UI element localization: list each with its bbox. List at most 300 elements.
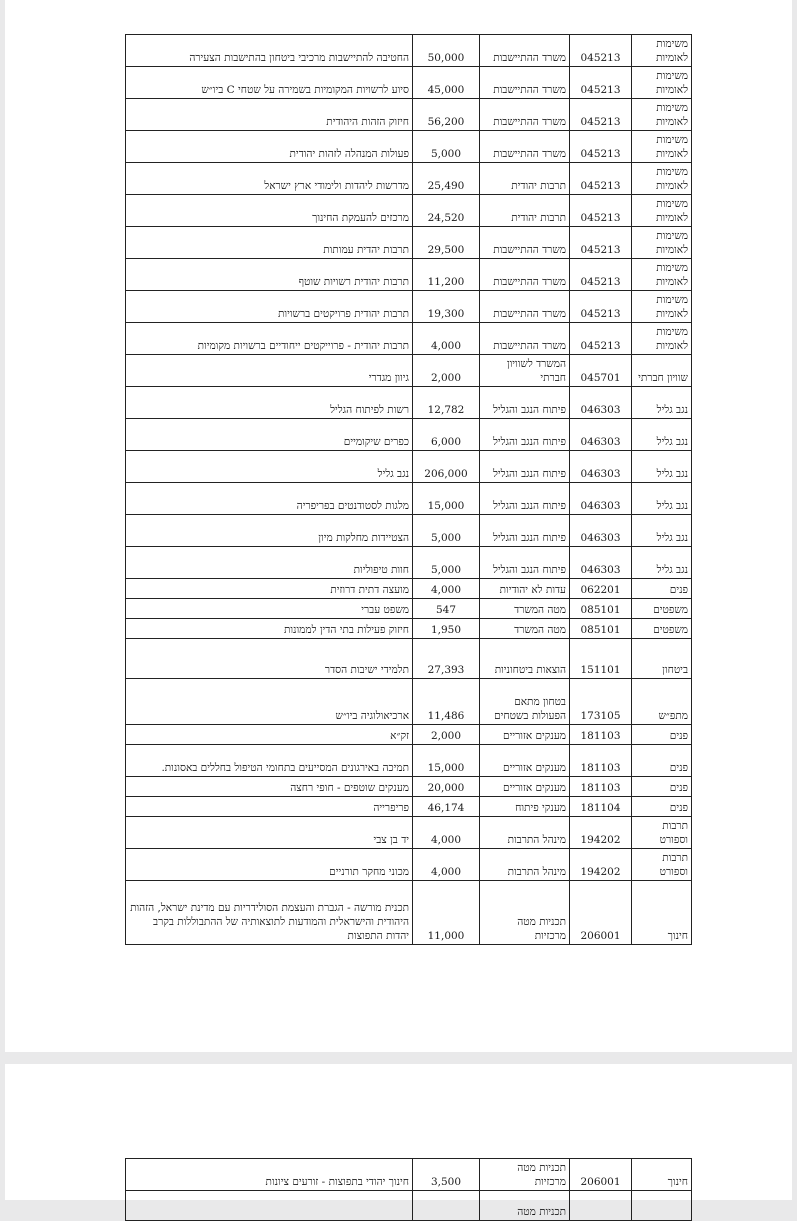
amount-text: 6,000	[430, 436, 462, 448]
budget-code-cell	[570, 817, 632, 849]
budget-code-text: 045213	[580, 212, 621, 224]
program-cell	[632, 515, 692, 547]
program-text: משימות לאומיות	[656, 326, 688, 352]
category-text: תרבות יהודית	[511, 212, 566, 224]
program-cell	[632, 579, 692, 599]
table-row	[126, 131, 692, 163]
category-cell	[480, 881, 570, 945]
description-cell	[126, 99, 413, 131]
program-cell	[632, 639, 692, 679]
description-text: סיוע לרשויות המקומיות בשמירה על שטחי C ביו״ש	[201, 84, 409, 96]
program-cell	[632, 1191, 692, 1221]
amount-cell	[413, 291, 480, 323]
category-cell	[480, 1159, 570, 1191]
budget-code-text: 045213	[580, 180, 621, 192]
description-text: יד בן צבי	[373, 834, 409, 846]
category-cell	[480, 515, 570, 547]
amount-cell	[413, 639, 480, 679]
description-text: מדרשות ליהדות ולימודי ארץ ישראל	[264, 180, 409, 192]
table-row	[126, 67, 692, 99]
table-row	[126, 639, 692, 679]
category-cell	[480, 777, 570, 797]
amount-cell	[413, 259, 480, 291]
budget-code-cell	[570, 1191, 632, 1221]
program-cell	[632, 483, 692, 515]
description-cell	[126, 227, 413, 259]
category-cell	[480, 619, 570, 639]
program-cell	[632, 777, 692, 797]
category-cell	[480, 67, 570, 99]
budget-code-text: 046303	[580, 564, 621, 576]
description-cell	[126, 849, 413, 881]
program-cell	[632, 419, 692, 451]
amount-cell	[413, 163, 480, 195]
category-text: מענקי פיתוח	[515, 802, 566, 814]
category-text: מינהל התרבות	[507, 834, 566, 846]
program-cell	[632, 195, 692, 227]
amount-text: 11,000	[427, 930, 465, 942]
description-text: ארכיאולוגיה ביו״ש	[335, 710, 409, 722]
program-cell	[632, 547, 692, 579]
budget-code-text: 181103	[580, 730, 621, 742]
budget-code-text: 045213	[580, 52, 621, 64]
category-cell	[480, 599, 570, 619]
category-cell	[480, 547, 570, 579]
budget-code-text: 181103	[580, 782, 621, 794]
program-text: ביטחון	[662, 664, 688, 676]
amount-cell	[413, 679, 480, 725]
description-cell	[126, 35, 413, 67]
budget-table-continued	[125, 1158, 692, 1221]
category-text: פיתוח הנגב והגליל	[493, 532, 566, 544]
program-cell	[632, 725, 692, 745]
table-row	[126, 777, 692, 797]
amount-cell	[413, 777, 480, 797]
program-cell	[632, 355, 692, 387]
category-cell	[480, 355, 570, 387]
category-text: פיתוח הנגב והגליל	[493, 404, 566, 416]
category-cell	[480, 259, 570, 291]
budget-code-text: 062201	[580, 584, 621, 596]
category-text: פיתוח הנגב והגליל	[493, 436, 566, 448]
table-row	[126, 99, 692, 131]
budget-code-text: 194202	[580, 866, 621, 878]
amount-cell	[413, 67, 480, 99]
program-text: משפטים	[653, 624, 688, 636]
amount-cell	[413, 355, 480, 387]
description-cell	[126, 547, 413, 579]
description-text: מענקים שוטפים - חופי רחצה	[290, 782, 409, 794]
table-row	[126, 35, 692, 67]
budget-code-cell	[570, 639, 632, 679]
description-text: זק״א	[390, 730, 409, 742]
amount-text: 27,393	[427, 664, 465, 676]
table-row	[126, 163, 692, 195]
program-text: משימות לאומיות	[656, 134, 688, 160]
amount-cell	[413, 599, 480, 619]
description-cell	[126, 67, 413, 99]
description-text: מכוני מחקר תורניים	[329, 866, 409, 878]
description-text: חינוך יהודי בתפוצות - זורעים ציונות	[265, 1176, 409, 1188]
program-text: חינוך	[667, 930, 688, 942]
amount-text: 15,000	[427, 500, 465, 512]
program-text: נגב גליל	[656, 564, 688, 576]
amount-text: 5,000	[430, 564, 462, 576]
amount-cell	[413, 1191, 480, 1221]
category-text: מענקים אזוריים	[503, 762, 566, 774]
program-text: משימות לאומיות	[656, 198, 688, 224]
table-row	[126, 259, 692, 291]
category-text: פיתוח הנגב והגליל	[493, 500, 566, 512]
category-cell	[480, 35, 570, 67]
table-row	[126, 355, 692, 387]
amount-text: 11,200	[427, 276, 465, 288]
category-cell	[480, 163, 570, 195]
budget-code-cell	[570, 131, 632, 163]
category-text: תכניות מטה מרכזיות	[517, 1162, 566, 1188]
program-cell	[632, 99, 692, 131]
program-text: תרבות וספורט	[659, 820, 688, 846]
budget-code-text: 173105	[580, 710, 621, 722]
description-cell	[126, 291, 413, 323]
description-cell	[126, 387, 413, 419]
description-text: כפרים שיקומיים	[343, 436, 409, 448]
table-row	[126, 195, 692, 227]
program-cell	[632, 227, 692, 259]
budget-code-text: 181104	[580, 802, 621, 814]
budget-code-cell	[570, 619, 632, 639]
description-cell	[126, 419, 413, 451]
amount-cell	[413, 483, 480, 515]
amount-cell	[413, 881, 480, 945]
program-text: משימות לאומיות	[656, 230, 688, 256]
budget-code-text: 045213	[580, 116, 621, 128]
amount-text: 206,000	[424, 468, 468, 480]
category-cell	[480, 797, 570, 817]
description-text: משפט עברי	[361, 604, 409, 616]
description-cell	[126, 483, 413, 515]
budget-code-cell	[570, 323, 632, 355]
category-cell	[480, 579, 570, 599]
table-row	[126, 849, 692, 881]
description-cell	[126, 817, 413, 849]
program-cell	[632, 881, 692, 945]
program-text: פנים	[669, 584, 688, 596]
table-row	[126, 291, 692, 323]
amount-text: 50,000	[427, 52, 465, 64]
budget-code-text: 046303	[580, 404, 621, 416]
program-text: משפטים	[653, 604, 688, 616]
category-cell	[480, 725, 570, 745]
budget-code-cell	[570, 259, 632, 291]
amount-cell	[413, 515, 480, 547]
document-page-1	[5, 0, 792, 1052]
description-text: נגב גליל	[377, 468, 409, 480]
description-cell	[126, 797, 413, 817]
amount-cell	[413, 227, 480, 259]
program-cell	[632, 291, 692, 323]
amount-text: 11,486	[427, 710, 465, 722]
amount-cell	[413, 547, 480, 579]
description-text: תכנית מורשה - הגברת והעצמת הסולידריות עם מדינת ישראל, הזהות היהודית והישראלית והמודעות לתוצאותיה של ההתבוללות בקרב יהדות התפוצות	[130, 902, 409, 942]
description-cell	[126, 163, 413, 195]
amount-text: 12,782	[427, 404, 465, 416]
amount-text: 4,000	[430, 584, 462, 596]
budget-code-text: 194202	[580, 834, 621, 846]
program-text: פנים	[669, 730, 688, 742]
description-cell	[126, 881, 413, 945]
category-text: עדות לא יהודיות	[499, 584, 566, 596]
budget-code-text: 085101	[580, 604, 621, 616]
program-text: נגב גליל	[656, 404, 688, 416]
budget-code-cell	[570, 515, 632, 547]
table-row	[126, 1191, 692, 1221]
amount-cell	[413, 195, 480, 227]
budget-code-cell	[570, 1159, 632, 1191]
table-row	[126, 547, 692, 579]
category-cell	[480, 195, 570, 227]
description-text: גיוון מגדרי	[368, 372, 409, 384]
description-text: חוות טיפוליות	[353, 564, 409, 576]
amount-cell	[413, 1159, 480, 1191]
amount-cell	[413, 451, 480, 483]
program-cell	[632, 387, 692, 419]
amount-cell	[413, 99, 480, 131]
table-row	[126, 881, 692, 945]
program-cell	[632, 599, 692, 619]
description-text: רשות לפיתוח הגליל	[330, 404, 409, 416]
program-cell	[632, 163, 692, 195]
program-text: משימות לאומיות	[656, 166, 688, 192]
budget-code-cell	[570, 725, 632, 745]
description-cell	[126, 451, 413, 483]
category-cell	[480, 99, 570, 131]
description-cell	[126, 515, 413, 547]
category-cell	[480, 745, 570, 777]
table-row	[126, 419, 692, 451]
budget-code-text: 046303	[580, 500, 621, 512]
budget-table	[125, 34, 692, 945]
amount-text: 4,000	[430, 866, 462, 878]
program-text: נגב גליל	[656, 500, 688, 512]
budget-code-text: 151101	[580, 664, 621, 676]
budget-code-cell	[570, 679, 632, 725]
budget-code-text: 045213	[580, 148, 621, 160]
category-cell	[480, 679, 570, 725]
amount-cell	[413, 35, 480, 67]
table-row	[126, 451, 692, 483]
description-cell	[126, 639, 413, 679]
budget-code-text: 045213	[580, 244, 621, 256]
description-cell	[126, 619, 413, 639]
amount-cell	[413, 387, 480, 419]
table-row	[126, 599, 692, 619]
category-text: תכניות מטה	[517, 1206, 566, 1218]
category-text: פיתוח הנגב והגליל	[493, 564, 566, 576]
table-row	[126, 323, 692, 355]
program-text: שוויון חברתי	[638, 372, 688, 384]
amount-text: 29,500	[427, 244, 465, 256]
amount-text: 2,000	[430, 372, 462, 384]
budget-code-text: 045213	[580, 84, 621, 96]
program-cell	[632, 131, 692, 163]
budget-code-text: 045213	[580, 308, 621, 320]
category-cell	[480, 1191, 570, 1221]
budget-code-cell	[570, 35, 632, 67]
description-cell	[126, 579, 413, 599]
category-text: תרבות יהודית	[511, 180, 566, 192]
description-text: חיזוק הזהות היהודית	[326, 116, 409, 128]
category-text: הוצאות ביטחוניות	[494, 664, 566, 676]
budget-code-cell	[570, 419, 632, 451]
category-text: המשרד לשוויון חברתי	[506, 358, 566, 384]
description-cell	[126, 195, 413, 227]
budget-code-text: 045213	[580, 276, 621, 288]
category-text: מטה המשרד	[514, 604, 566, 616]
budget-code-cell	[570, 849, 632, 881]
budget-code-cell	[570, 745, 632, 777]
program-cell	[632, 1159, 692, 1191]
table-row	[126, 579, 692, 599]
category-cell	[480, 639, 570, 679]
category-text: מינהל התרבות	[507, 866, 566, 878]
amount-text: 20,000	[427, 782, 465, 794]
category-text: משרד ההתיישבות	[493, 244, 566, 256]
program-cell	[632, 451, 692, 483]
amount-cell	[413, 817, 480, 849]
description-cell	[126, 725, 413, 745]
description-cell	[126, 777, 413, 797]
description-text: מרכזים להעמקת החינוך	[312, 212, 409, 224]
budget-code-cell	[570, 547, 632, 579]
program-text: משימות לאומיות	[656, 70, 688, 96]
budget-code-cell	[570, 881, 632, 945]
budget-code-text: 046303	[580, 436, 621, 448]
amount-text: 4,000	[430, 834, 462, 846]
program-text: משימות לאומיות	[656, 294, 688, 320]
table-row	[126, 227, 692, 259]
program-cell	[632, 817, 692, 849]
table-row	[126, 515, 692, 547]
amount-text: 45,000	[427, 84, 465, 96]
category-cell	[480, 817, 570, 849]
program-cell	[632, 679, 692, 725]
budget-code-cell	[570, 483, 632, 515]
program-text: נגב גליל	[656, 468, 688, 480]
budget-code-cell	[570, 797, 632, 817]
program-cell	[632, 67, 692, 99]
category-cell	[480, 131, 570, 163]
category-cell	[480, 419, 570, 451]
table-row	[126, 1159, 692, 1191]
amount-cell	[413, 849, 480, 881]
category-cell	[480, 483, 570, 515]
description-cell	[126, 259, 413, 291]
budget-code-text: 045701	[580, 372, 621, 384]
amount-cell	[413, 419, 480, 451]
amount-text: 19,300	[427, 308, 465, 320]
amount-cell	[413, 323, 480, 355]
budget-code-text: 085101	[580, 624, 621, 636]
description-cell	[126, 679, 413, 725]
program-cell	[632, 849, 692, 881]
budget-code-cell	[570, 67, 632, 99]
category-cell	[480, 323, 570, 355]
table-row	[126, 725, 692, 745]
table-row	[126, 619, 692, 639]
category-text: משרד ההתיישבות	[493, 340, 566, 352]
amount-cell	[413, 619, 480, 639]
budget-code-cell	[570, 291, 632, 323]
category-text: מטה המשרד	[514, 624, 566, 636]
category-text: תכניות מטה מרכזיות	[517, 916, 566, 942]
description-text: תרבות יהודית רשויות שוטף	[298, 276, 409, 288]
category-cell	[480, 387, 570, 419]
description-cell	[126, 131, 413, 163]
program-cell	[632, 797, 692, 817]
document-page-2	[5, 1064, 792, 1218]
budget-code-cell	[570, 777, 632, 797]
description-text: מועצה דתית דרוזית	[330, 584, 409, 596]
description-text: פעולות המנהלה לזהות יהודית	[289, 148, 409, 160]
budget-code-text: 181103	[580, 762, 621, 774]
description-text: חיזוק פעילות בתי הדין לממונות	[283, 624, 409, 636]
category-cell	[480, 451, 570, 483]
category-cell	[480, 849, 570, 881]
description-cell	[126, 1159, 413, 1191]
description-text: תרבות יהודית - פרוייקטים ייחודיים ברשויות מקומיות	[197, 340, 409, 352]
amount-text: 3,500	[430, 1176, 462, 1188]
program-text: פנים	[669, 762, 688, 774]
description-text: תרבות יהדית עמותות	[323, 244, 409, 256]
table-row	[126, 817, 692, 849]
program-text: פנים	[669, 802, 688, 814]
category-text: משרד ההתיישבות	[493, 308, 566, 320]
description-text: מלגות לסטודנטים בפריפריה	[296, 500, 409, 512]
budget-code-text: 206001	[580, 1176, 621, 1188]
amount-text: 547	[435, 604, 457, 616]
amount-cell	[413, 797, 480, 817]
description-text: החטיבה להתיישבות מרכיבי ביטחון בהתישבות הצעירה	[189, 52, 409, 64]
category-text: משרד ההתיישבות	[493, 148, 566, 160]
category-text: משרד ההתיישבות	[493, 52, 566, 64]
description-text: תרבות יהודית פרויקטים ברשויות	[278, 308, 409, 320]
category-text: מענקים אזוריים	[503, 730, 566, 742]
amount-text: 56,200	[427, 116, 465, 128]
category-text: פיתוח הנגב והגליל	[493, 468, 566, 480]
description-text: תמיכה באירגונים המסייעים בתחומי הטיפול בחללים באסונות.	[161, 762, 409, 774]
category-text: בטחון מתאם הפעולות בשטחים	[494, 696, 566, 722]
program-text: חינוך	[667, 1176, 688, 1188]
category-text: משרד ההתיישבות	[493, 276, 566, 288]
program-cell	[632, 35, 692, 67]
budget-code-cell	[570, 99, 632, 131]
program-text: תרבות וספורט	[659, 852, 688, 878]
program-cell	[632, 323, 692, 355]
amount-cell	[413, 725, 480, 745]
category-cell	[480, 291, 570, 323]
program-text: משימות לאומיות	[656, 262, 688, 288]
amount-text: 25,490	[427, 180, 465, 192]
description-text: תלמידי ישיבות הסדר	[324, 664, 409, 676]
description-cell	[126, 1191, 413, 1221]
program-text: מתפ״ש	[658, 710, 688, 722]
category-text: משרד ההתיישבות	[493, 84, 566, 96]
description-cell	[126, 323, 413, 355]
amount-cell	[413, 579, 480, 599]
budget-code-text: 045213	[580, 340, 621, 352]
program-text: נגב גליל	[656, 532, 688, 544]
